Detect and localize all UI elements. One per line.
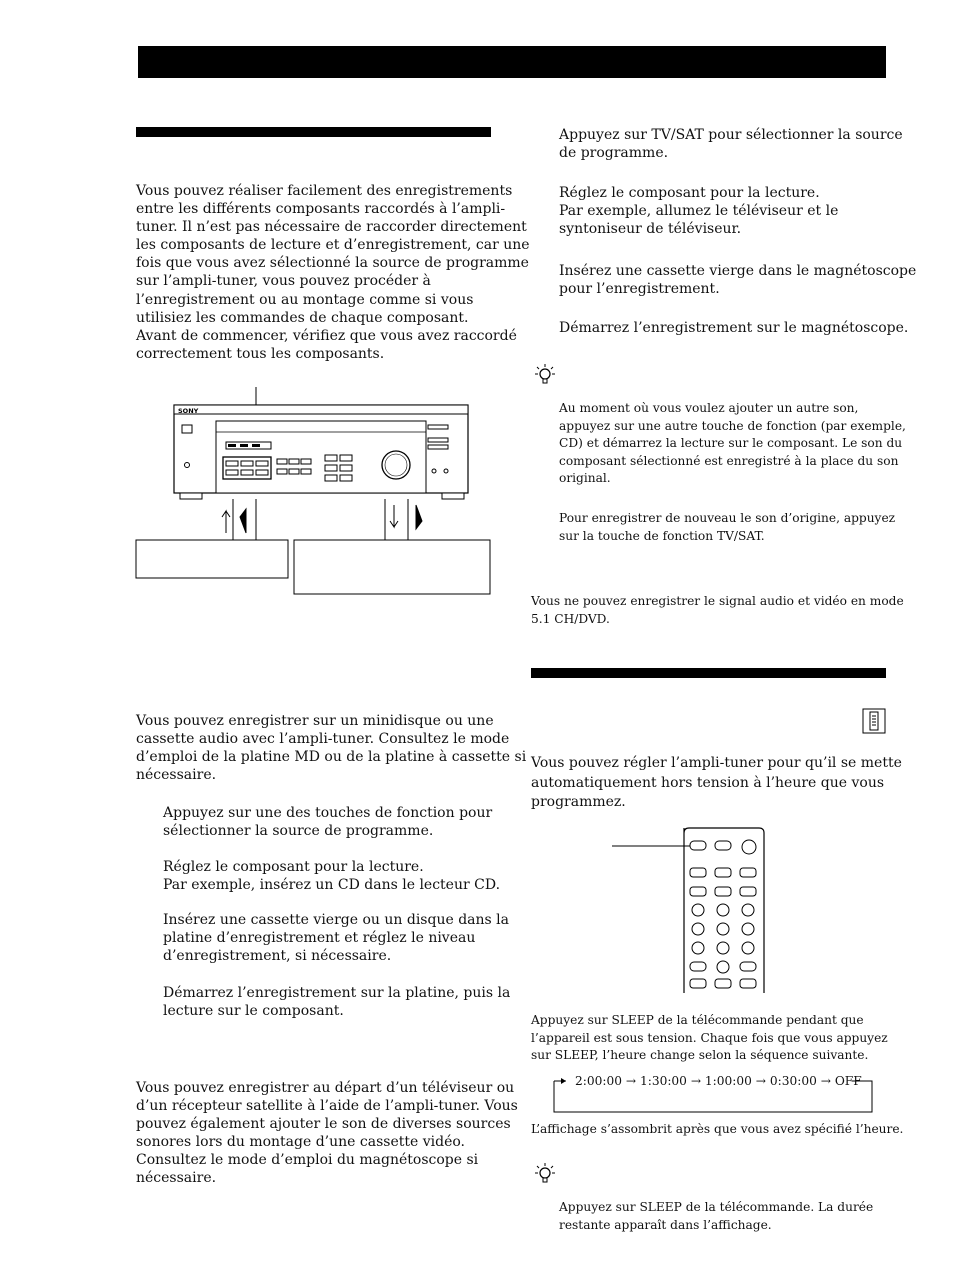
text-line: les composants de lecture et d’enregistrement, car une [136, 237, 530, 254]
text-line: l’enregistrement ou au montage comme si vous [136, 291, 474, 308]
tip-paragraph-1 [559, 400, 906, 488]
text-line: pour l’enregistrement. [559, 281, 720, 298]
text-line: Pour enregistrer de nouveau le son d’origine, appuyez [559, 511, 896, 525]
remote-control-icon [862, 708, 886, 734]
text-line: lecture sur le composant. [163, 1003, 344, 1020]
section-title-bar-recording [136, 127, 491, 137]
text-line: Vous pouvez enregistrer au départ d’un téléviseur ou [136, 1080, 515, 1096]
text-line: appuyez sur une autre touche de fonction (par exemple, [559, 418, 906, 433]
text-line: composant sélectionné est enregistré à la place du son [559, 453, 899, 468]
text-line: Insérez une cassette vierge ou un disque dans la [163, 912, 509, 928]
note-paragraph [531, 593, 904, 628]
text-line: syntoniseur de téléviseur. [559, 221, 742, 238]
text-line: Vous pouvez régler l’ampli-tuner pour qu’il se mette [531, 755, 902, 771]
text-line: cassette audio avec l’ampli-tuner. Consultez le mode [136, 731, 510, 748]
text-line: d’un récepteur satellite à l’aide de l’ampli-tuner. Vous [136, 1098, 518, 1115]
video-intro-paragraph [136, 1079, 518, 1188]
sequence-step: 0:30:00 [769, 1074, 817, 1088]
text-line: utilisiez les commandes de chaque composant. [136, 309, 469, 326]
text-line: Vous pouvez enregistrer sur un minidisque ou une [136, 713, 494, 729]
text-line: Démarrez l’enregistrement sur la platine, puis la [163, 985, 511, 1001]
tip-bulb-icon [534, 362, 556, 388]
text-line: d’enregistrement, si nécessaire. [163, 948, 392, 965]
text-line: nécessaire. [136, 1170, 217, 1187]
text-line: Appuyez sur une des touches de fonction pour [163, 805, 493, 821]
tip-paragraph-2 [559, 510, 895, 545]
text-line: Au moment où vous voulez ajouter un autre son, [559, 401, 859, 415]
audio-step-1 [163, 804, 492, 840]
text-line: correctement tous les composants. [136, 345, 385, 362]
text-line: sélectionner la source de programme. [163, 823, 434, 840]
text-line: Réglez le composant pour la lecture. [163, 859, 424, 875]
receiver-illustration [130, 385, 500, 605]
text-line: sur la touche de fonction TV/SAT. [559, 528, 765, 543]
text-line: Réglez le composant pour la lecture. [559, 185, 820, 201]
sequence-step: OFF [834, 1074, 862, 1088]
tip-remaining-time [559, 1199, 873, 1234]
video-step-1 [559, 126, 903, 162]
sequence-step: 1:30:00 [639, 1074, 687, 1088]
text-line: Appuyez sur SLEEP de la télécommande. La durée [559, 1200, 874, 1214]
text-line: programmez. [531, 794, 626, 810]
text-line: Vous pouvez réaliser facilement des enregistrements [136, 183, 513, 199]
arrow-right-icon: → [625, 1074, 637, 1088]
sleep-instruction-paragraph [531, 1012, 888, 1065]
arrow-right-icon: → [820, 1074, 831, 1088]
video-step-2 [559, 184, 838, 238]
audio-step-3 [163, 911, 509, 965]
text-line: de programme. [559, 145, 669, 162]
audio-step-2 [163, 858, 500, 894]
text-line: restante apparaît dans l’affichage. [559, 1217, 772, 1232]
video-step-4 [559, 319, 908, 337]
text-line: original. [559, 471, 611, 486]
text-line: Consultez le mode d’emploi du magnétoscope si [136, 1152, 479, 1169]
audio-intro-paragraph [136, 712, 527, 784]
text-line: Appuyez sur TV/SAT pour sélectionner la source [559, 127, 903, 143]
sequence-step: 2:00:00 [575, 1074, 622, 1088]
text-line: sur SLEEP, l’heure change selon la séquence suivante. [531, 1048, 869, 1063]
sequence-step: 1:00:00 [704, 1074, 752, 1088]
text-line: pouvez également ajouter le son de diverses sources [136, 1116, 511, 1133]
text-line: l’appareil est sous tension. Chaque fois que vous appuyez [531, 1030, 888, 1045]
text-line: fois que vous avez sélectionné la source de programme [136, 255, 529, 272]
text-line: entre les différents composants raccordés à l’ampli- [136, 201, 506, 218]
sleep-sequence [575, 1073, 862, 1089]
text-line: Avant de commencer, vérifiez que vous avez raccordé [136, 327, 517, 344]
intro-paragraph [136, 182, 530, 363]
text-line: sonores lors du montage d’une cassette vidéo. [136, 1134, 465, 1151]
text-line: Par exemple, insérez un CD dans le lecteur CD. [163, 877, 501, 894]
svg-text:SONY: SONY [178, 407, 199, 415]
video-step-3 [559, 262, 916, 298]
text-line: automatiquement hors tension à l’heure que vous [531, 774, 885, 791]
section-title-bar-sleep [531, 668, 886, 678]
sleep-intro-paragraph [531, 754, 902, 813]
display-dim-note: L’affichage s’assombrit après que vous avez spécifié l’heure. [531, 1122, 904, 1136]
text-line: 5.1 CH/DVD. [531, 611, 610, 626]
text-line: Insérez une cassette vierge dans le magnétoscope [559, 263, 917, 279]
text-line: platine d’enregistrement et réglez le niveau [163, 930, 476, 947]
text-line: tuner. Il n’est pas nécessaire de raccorder directement [136, 219, 527, 236]
remote-illustration [610, 825, 770, 995]
text-line: d’emploi de la platine MD ou de la platine à cassette si [136, 749, 527, 766]
text-line: Démarrez l’enregistrement sur le magnétoscope. [559, 320, 909, 336]
page-header-bar [138, 46, 886, 78]
arrow-right-icon: → [755, 1074, 766, 1088]
text-line: Par exemple, allumez le téléviseur et le [559, 203, 839, 220]
text-line: Vous ne pouvez enregistrer le signal audio et vidéo en mode [531, 594, 904, 608]
text-line: CD) et démarrez la lecture sur le composant. Le son du [559, 436, 903, 451]
arrow-right-icon: → [690, 1074, 702, 1088]
text-line: nécessaire. [136, 767, 217, 784]
text-line: Appuyez sur SLEEP de la télécommande pendant que [531, 1013, 864, 1027]
text-line: sur l’ampli-tuner, vous pouvez procéder à [136, 273, 431, 290]
tip-bulb-icon [534, 1161, 556, 1187]
audio-step-4 [163, 984, 510, 1020]
